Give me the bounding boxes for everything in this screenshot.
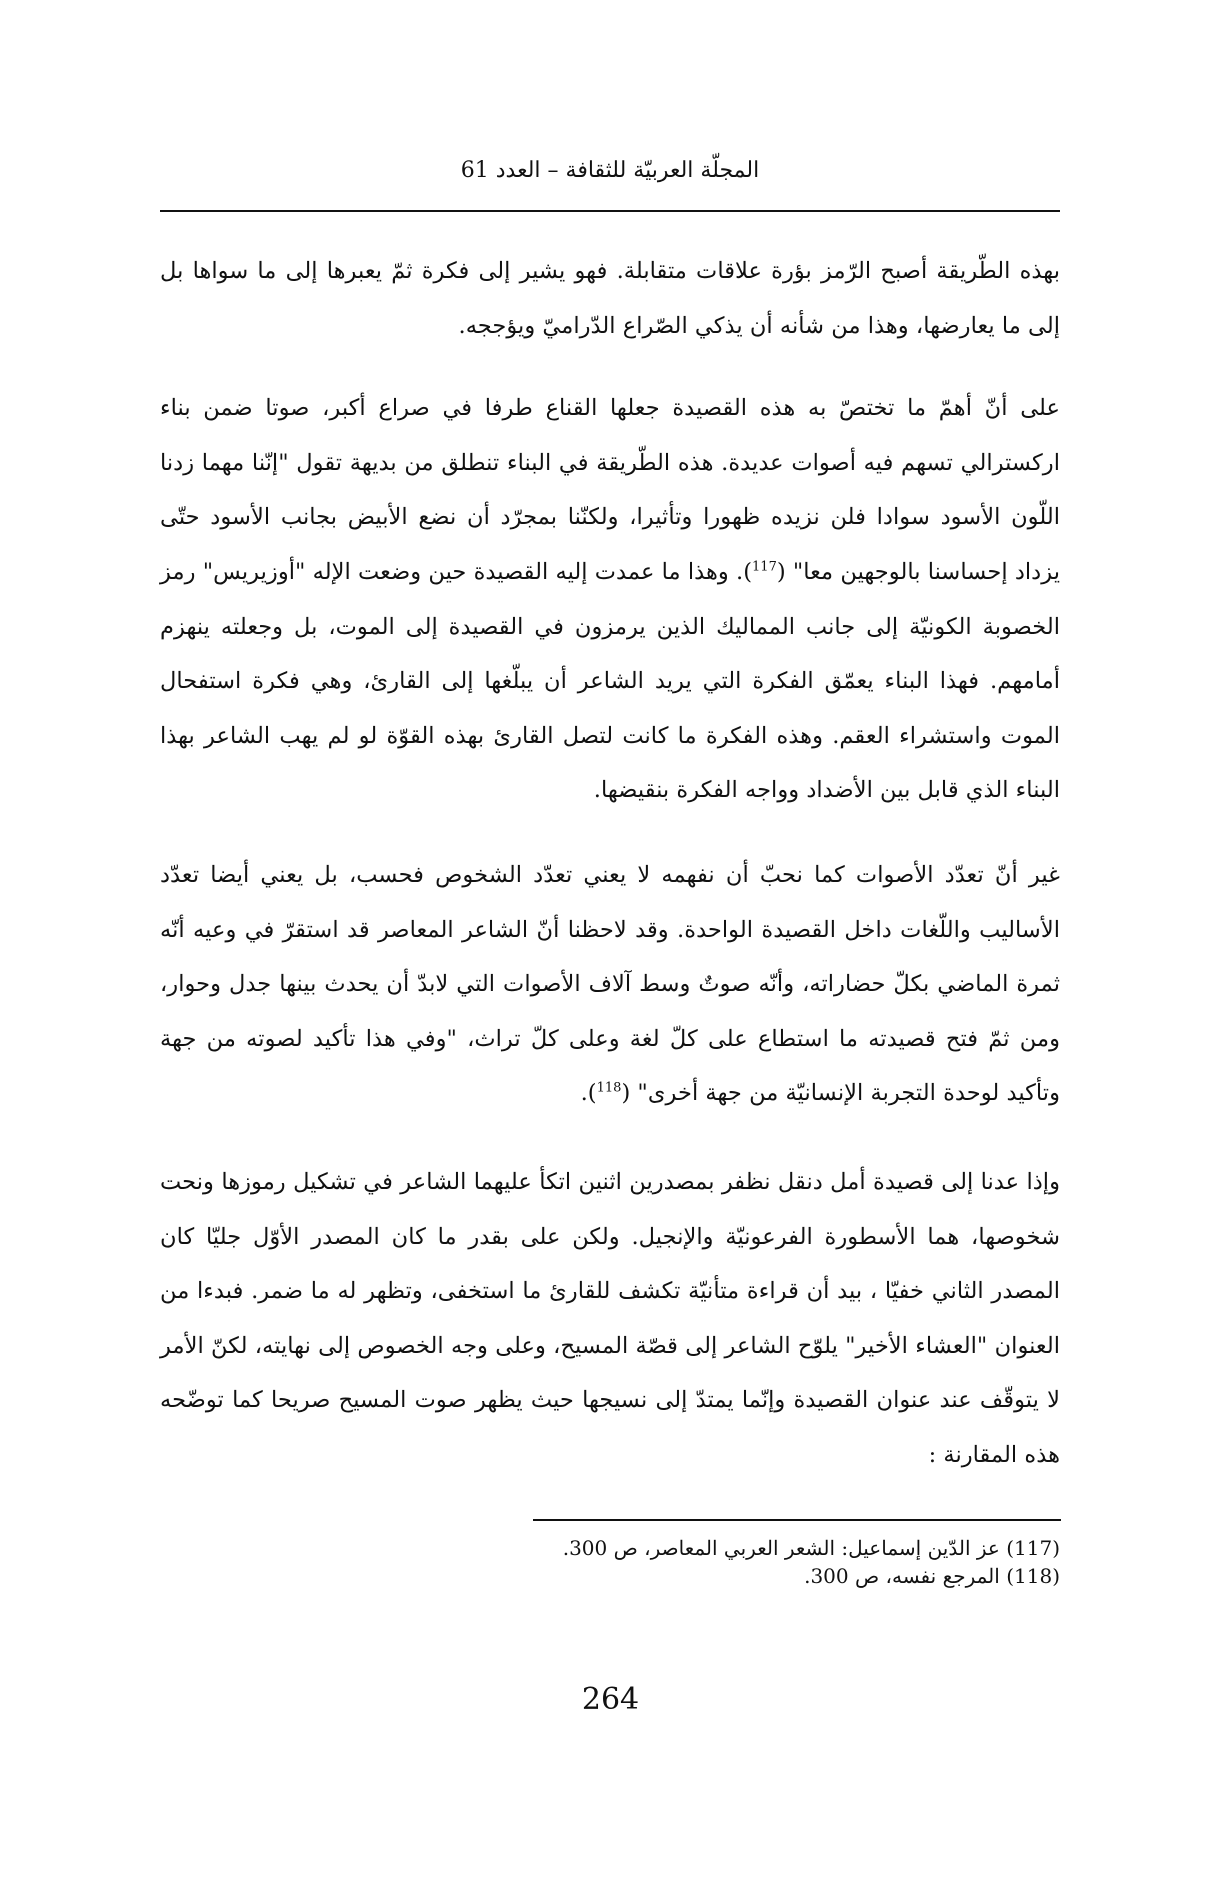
- paragraph-2-text-after: ). وهذا ما عمدت إليه القصيدة حين وضعت الإله "أوزيريس" رمز الخصوبة الكونيّة إلى جانب المماليك الذين يرمزون في القصيدة إلى الموت، بل وجعلته ينهزم أمامهم. فهذا البناء يعمّق الفكرة التي يريد الشاعر أن يبلّغها إلى القارئ، وهي فكرة استفحال الموت واستشراء العقم. وهذه الفكرة ما كانت لتصل القارئ بهذه القوّة لو لم يهب الشاعر بهذا البناء الذي قابل بين الأضداد وواجه الفكرة بنقيضها.: [160, 558, 1060, 804]
- footnote-118: (118) المرجع نفسه، ص 300.: [804, 1564, 1060, 1588]
- paragraph-2-text-before: على أنّ أهمّ ما تختصّ به هذه القصيدة جعلها القناع طرفا في صراع أكبر، صوتا ضمن بناء اركسترالي تسهم فيه أصوات عديدة. هذه الطّريقة في البناء تنطلق من بديهة تقول "إنّنا مهما زدنا اللّون الأسود سوادا فلن نزيده ظهورا وتأثيرا، ولكنّنا بمجرّد أن نضع الأبيض بجانب الأسود حتّى يزداد إحساسنا بالوجهين معا" (: [160, 395, 1060, 585]
- footnotes: [160, 1534, 1060, 1590]
- footnote-ref-117: 117: [752, 559, 777, 575]
- running-header: المجلّة العربيّة للثقافة – العدد 61: [460, 158, 760, 183]
- paragraph-1: [160, 244, 1060, 353]
- paragraph-1-text: بهذه الطّريقة أصبح الرّمز بؤرة علاقات متقابلة. فهو يشير إلى فكرة ثمّ يعبرها إلى ما سواها بل إلى ما يعارضها، وهذا من شأنه أن يذكي الصّراع الدّراميّ ويؤججه.: [160, 258, 1060, 339]
- paragraph-3: [160, 848, 1060, 1121]
- footnote-divider: [533, 1519, 1061, 1521]
- paragraph-3-text-before: غير أنّ تعدّد الأصوات كما نحبّ أن نفهمه لا يعني تعدّد الشخوص فحسب، بل يعني أيضا تعدّد الأساليب واللّغات داخل القصيدة الواحدة. وقد لاحظنا أنّ الشاعر المعاصر قد استقرّ في وعيه أنّه ثمرة الماضي بكلّ حضاراته، وأنّه صوتٌ وسط آلاف الأصوات التي لابدّ أن يحدث بينها جدل وحوار، ومن ثمّ فتح قصيدته ما استطاع على كلّ لغة وعلى كلّ تراث، "وفي هذا تأكيد لصوته من جهة وتأكيد لوحدة التجربة الإنسانيّة من جهة أخرى" (: [160, 861, 1060, 1107]
- footnote-ref-118: 118: [596, 1080, 622, 1096]
- page-number: 264: [581, 1682, 640, 1717]
- header-divider: [160, 210, 1060, 212]
- footnote-117: (117) عز الدّين إسماعيل: الشعر العربي المعاصر، ص 300.: [562, 1536, 1060, 1560]
- paragraph-4-text: وإذا عدنا إلى قصيدة أمل دنقل نظفر بمصدرين اثنين اتكأ عليهما الشاعر في تشكيل رموزها ونحت شخوصها، هما الأسطورة الفرعونيّة والإنجيل. ولكن على بقدر ما كان المصدر الأوّل جليّا كان المصدر الثاني خفيّا ، بيد أن قراءة متأنيّة تكشف للقارئ ما استخفى، وتظهر له ما ضمر. فبدءا من العنوان "العشاء الأخير" يلوّح الشاعر إلى قصّة المسيح، وعلى وجه الخصوص إلى نهايته، لكنّ الأمر لا يتوقّف عند عنوان القصيدة وإنّما يمتدّ إلى نسيجها حيث يظهر صوت المسيح صريحا كما توضّحه هذه المقارنة :: [160, 1168, 1060, 1468]
- paragraph-2: [160, 381, 1060, 818]
- paragraph-3-text-after: ).: [580, 1080, 597, 1107]
- body-text: [160, 244, 1060, 1516]
- paragraph-4: [160, 1155, 1060, 1483]
